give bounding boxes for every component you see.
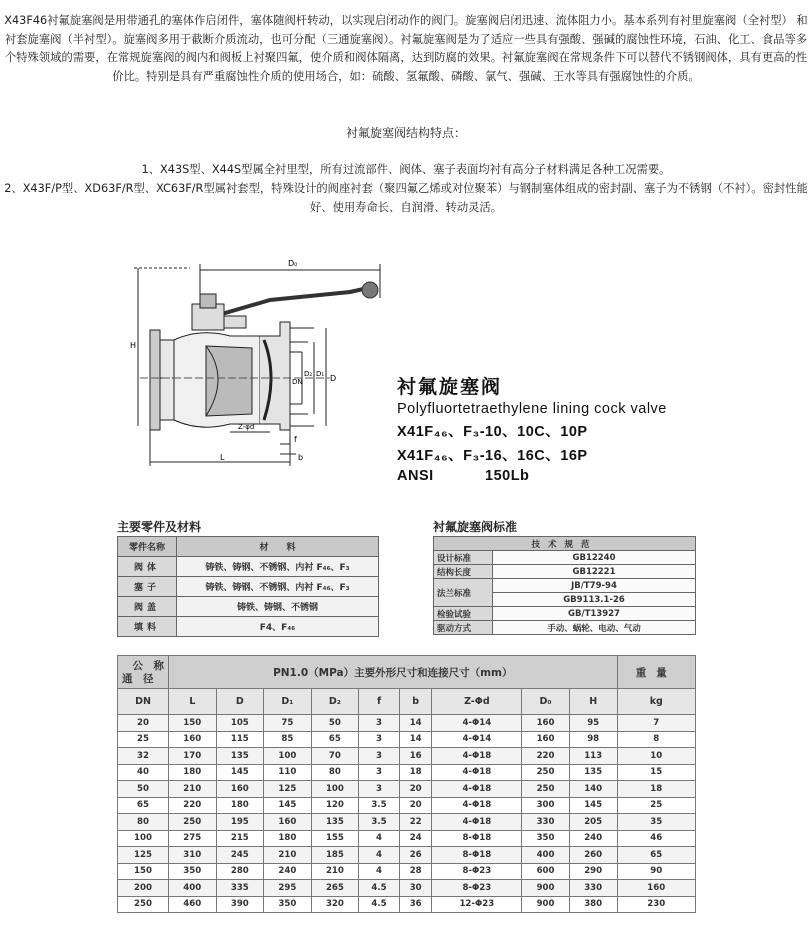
table-row [434,607,696,621]
table-row [434,579,696,593]
dimensions-table [117,655,696,913]
table-cell: 330 [569,880,617,897]
corner-top: 公 称 [132,660,164,672]
table-cell: 380 [569,896,617,913]
table-row [118,557,379,577]
product-name-cn: 衬氟旋塞阀 [397,376,503,398]
table-cell: 335 [216,880,264,897]
table-cell: 4.5 [359,896,400,913]
table-cell: 4-Φ18 [432,764,522,781]
ansi-value: 150Lb [485,468,530,484]
feature-item: 2、X43F/P型、XD63F/R型、XC63F/R型属衬套型，特殊设计的阀座衬套（聚四氟乙烯或对位聚苯）与钢制塞体组成的密封副、塞子为不锈钢（不衬）。密封性能好、使用寿命长、自润滑、转动灵活。 [4,182,808,214]
table-cell: 140 [569,781,617,798]
table-row [118,896,696,913]
table-cell: 180 [264,830,312,847]
table-cell: 320 [311,896,359,913]
product-model-10: X41F₄₆、F₃-10、10C、10P [397,424,588,440]
table-cell: 4 [359,847,400,864]
column-header: L [169,689,217,715]
table-row [118,814,696,831]
table-cell: 24 [399,830,432,847]
table-row [434,551,696,565]
structure-title: 衬氟旋塞阀结构特点： [345,126,466,140]
table-cell: 110 [264,764,312,781]
weight-header: 重量 [617,656,695,689]
intro-paragraph: X43F46衬氟旋塞阀是用带通孔的塞体作启闭件，塞体随阀杆转动，以实现启闭动作的阀门。旋塞阀启闭迅速、流体阻力小。基本系列有衬里旋塞阀（全衬型） 和衬套旋塞阀（半衬型）。旋塞阀多用于截断介质流动，也可分配（三通旋塞阀）。衬氟旋塞阀是为了适应一些具有强酸、强碱的腐蚀性环境，石油、化工、食品等多个特殊领域的需要，在常规旋塞阀的阀内和阀板上衬聚四氟，使介质和阀体隔离，达到防腐的效果。衬氟旋塞阀在常规条件下可以替代不锈钢阀体，具有更高的性价比。特别是具有严重腐蚀性介质的使用场合，如：硫酸、氢氟酸、磷酸、氯气、强碱、王水等具有强腐蚀性的介质。 [4,14,808,83]
table-row [118,880,696,897]
product-name-en: Polyfluortetraethylene lining cock valve [397,401,667,417]
table-cell: 20 [399,781,432,798]
label-d2: D₂ [304,370,313,378]
table-cell: 390 [216,896,264,913]
table-cell: 210 [169,781,217,798]
part-name: 阀盖 [118,597,177,617]
features-list [4,160,808,217]
table-cell: 65 [118,797,169,814]
table-row [118,715,696,732]
table-cell: 4-Φ18 [432,748,522,765]
column-header: D₁ [264,689,312,715]
column-header: b [399,689,432,715]
table-cell: 113 [569,748,617,765]
column-header: f [359,689,400,715]
table-cell: 120 [311,797,359,814]
table-row [118,781,696,798]
table-cell: 8-Φ18 [432,830,522,847]
corner-bottom: 通 径 [122,673,154,685]
table-cell: 210 [264,847,312,864]
table-cell: 160 [522,715,570,732]
product-title-block [397,372,667,487]
table-cell: 4 [359,830,400,847]
table-cell: 170 [169,748,217,765]
table-row [434,565,696,579]
table-cell: 3 [359,715,400,732]
table-cell: 460 [169,896,217,913]
standard-value: GB12240 [493,551,696,565]
valve-drawing [130,248,390,478]
table-cell: 240 [569,830,617,847]
table-cell: 7 [617,715,695,732]
table-cell: 145 [569,797,617,814]
table-cell: 22 [399,814,432,831]
table-cell: 3 [359,731,400,748]
standard-label: 结构长度 [434,565,493,579]
table-cell: 16 [399,748,432,765]
materials-header-material: 材 料 [177,537,379,557]
standards-table [433,536,696,635]
table-cell: 4-Φ18 [432,781,522,798]
table-cell: 135 [569,764,617,781]
column-header: H [569,689,617,715]
table-cell: 350 [169,863,217,880]
table-cell: 250 [522,781,570,798]
table-cell: 4-Φ14 [432,731,522,748]
standard-value: GB12221 [493,565,696,579]
table-cell: 28 [399,863,432,880]
table-cell: 200 [118,880,169,897]
table-cell: 265 [311,880,359,897]
table-row [118,847,696,864]
feature-item: 1、X43S型、X44S型属全衬里型，所有过流部件、阀体、塞子表面均衬有高分子材料满足各种工况需要。 [141,163,671,176]
table-row [118,731,696,748]
table-cell: 30 [399,880,432,897]
table-row [118,764,696,781]
part-material: 铸铁、铸钢、不锈钢、内衬 F₄₆、F₃ [177,557,379,577]
column-header: Z-Φd [432,689,522,715]
table-cell: 900 [522,896,570,913]
standard-value: GB9113.1-26 [493,593,696,607]
table-cell: 25 [617,797,695,814]
table-cell: 900 [522,880,570,897]
standard-label: 法兰标准 [434,579,493,607]
table-cell: 185 [311,847,359,864]
standards-header: 技术规范 [434,537,696,551]
table-cell: 105 [216,715,264,732]
table-cell: 80 [311,764,359,781]
table-cell: 18 [399,764,432,781]
table-row [118,577,379,597]
table-cell: 220 [522,748,570,765]
table-cell: 15 [617,764,695,781]
table-cell: 300 [522,797,570,814]
table-cell: 350 [522,830,570,847]
column-header-row [118,689,696,715]
ansi-label: ANSI [397,468,434,484]
materials-header-part: 零件名称 [118,537,177,557]
table-cell: 160 [169,731,217,748]
standard-label: 设计标准 [434,551,493,565]
table-cell: 260 [569,847,617,864]
table-cell: 8-Φ23 [432,880,522,897]
table-cell: 3 [359,764,400,781]
table-cell: 3 [359,781,400,798]
table-cell: 14 [399,715,432,732]
table-cell: 8 [617,731,695,748]
table-cell: 75 [264,715,312,732]
table-cell: 115 [216,731,264,748]
table-cell: 8-Φ18 [432,847,522,864]
table-cell: 205 [569,814,617,831]
table-cell: 100 [118,830,169,847]
table-cell: 100 [264,748,312,765]
standard-label: 检验试验 [434,607,493,621]
materials-table [117,536,379,637]
table-cell: 80 [118,814,169,831]
label-b: b [298,453,304,462]
table-cell: 250 [169,814,217,831]
table-cell: 195 [216,814,264,831]
table-cell: 3 [359,748,400,765]
table-cell: 25 [118,731,169,748]
table-cell: 295 [264,880,312,897]
table-cell: 4-Φ18 [432,797,522,814]
standard-value: 手动、蜗轮、电动、气动 [493,621,696,635]
table-cell: 150 [169,715,217,732]
table-cell: 180 [169,764,217,781]
label-z: Z-φd [238,423,255,431]
table-cell: 36 [399,896,432,913]
label-l: L [220,453,225,462]
table-cell: 18 [617,781,695,798]
table-cell: 20 [399,797,432,814]
table-cell: 150 [118,863,169,880]
table-cell: 400 [522,847,570,864]
table-cell: 245 [216,847,264,864]
table-cell: 4-Φ18 [432,814,522,831]
table-row [118,597,379,617]
label-d1: D₁ [316,370,325,378]
table-cell: 90 [617,863,695,880]
table-cell: 32 [118,748,169,765]
table-cell: 3.5 [359,797,400,814]
table-cell: 125 [264,781,312,798]
table-cell: 50 [118,781,169,798]
table-cell: 12-Φ23 [432,896,522,913]
table-cell: 98 [569,731,617,748]
table-cell: 400 [169,880,217,897]
table-cell: 3.5 [359,814,400,831]
table-cell: 26 [399,847,432,864]
table-cell: 180 [216,797,264,814]
table-cell: 85 [264,731,312,748]
standard-value: GB/T13927 [493,607,696,621]
nominal-diameter-header [118,656,169,689]
dimensions-span-header: PN1.0（MPa）主要外形尺寸和连接尺寸（mm） [169,656,618,689]
table-cell: 160 [617,880,695,897]
table-cell: 40 [118,764,169,781]
table-cell: 4.5 [359,880,400,897]
table-cell: 50 [311,715,359,732]
table-row [118,863,696,880]
part-name: 塞子 [118,577,177,597]
column-header: D₂ [311,689,359,715]
table-row [118,797,696,814]
dimensions-body [118,715,696,913]
part-material: 铸铁、铸钢、不锈钢 [177,597,379,617]
product-model-16: X41F₄₆、F₃-16、16C、16P [397,448,588,464]
table-cell: 250 [522,764,570,781]
table-cell: 250 [118,896,169,913]
table-cell: 4 [359,863,400,880]
table-cell: 4-Φ14 [432,715,522,732]
table-cell: 135 [311,814,359,831]
table-cell: 230 [617,896,695,913]
table-cell: 155 [311,830,359,847]
column-header: D₀ [522,689,570,715]
standards-title: 衬氟旋塞阀标准 [433,520,518,534]
label-d: D [330,374,337,383]
table-row [118,617,379,637]
table-cell: 160 [216,781,264,798]
column-header: DN [118,689,169,715]
table-cell: 125 [118,847,169,864]
table-cell: 330 [522,814,570,831]
table-cell: 14 [399,731,432,748]
part-name: 阀体 [118,557,177,577]
label-h: H [130,341,137,350]
table-cell: 46 [617,830,695,847]
table-cell: 600 [522,863,570,880]
table-cell: 65 [617,847,695,864]
table-cell: 280 [216,863,264,880]
table-cell: 350 [264,896,312,913]
table-cell: 310 [169,847,217,864]
table-row [118,830,696,847]
table-cell: 160 [264,814,312,831]
table-cell: 10 [617,748,695,765]
table-cell: 70 [311,748,359,765]
label-f: f [294,435,297,444]
table-cell: 20 [118,715,169,732]
table-cell: 8-Φ23 [432,863,522,880]
product-ansi [397,468,667,484]
materials-title: 主要零件及材料 [117,520,202,534]
table-cell: 100 [311,781,359,798]
table-cell: 35 [617,814,695,831]
part-name: 填料 [118,617,177,637]
part-material: F4、F₄₆ [177,617,379,637]
standard-value: JB/T79-94 [493,579,696,593]
table-cell: 290 [569,863,617,880]
part-material: 铸铁、铸钢、不锈钢、内衬 F₄₆、F₃ [177,577,379,597]
table-cell: 135 [216,748,264,765]
table-cell: 65 [311,731,359,748]
column-header: kg [617,689,695,715]
table-row [118,748,696,765]
table-row [434,621,696,635]
table-cell: 215 [216,830,264,847]
column-header: D [216,689,264,715]
table-cell: 145 [264,797,312,814]
label-d0: D₀ [288,259,298,268]
table-cell: 210 [311,863,359,880]
table-cell: 240 [264,863,312,880]
label-dn: DN [292,378,303,386]
table-cell: 275 [169,830,217,847]
table-cell: 95 [569,715,617,732]
table-cell: 145 [216,764,264,781]
table-cell: 220 [169,797,217,814]
table-cell: 160 [522,731,570,748]
standard-label: 驱动方式 [434,621,493,635]
